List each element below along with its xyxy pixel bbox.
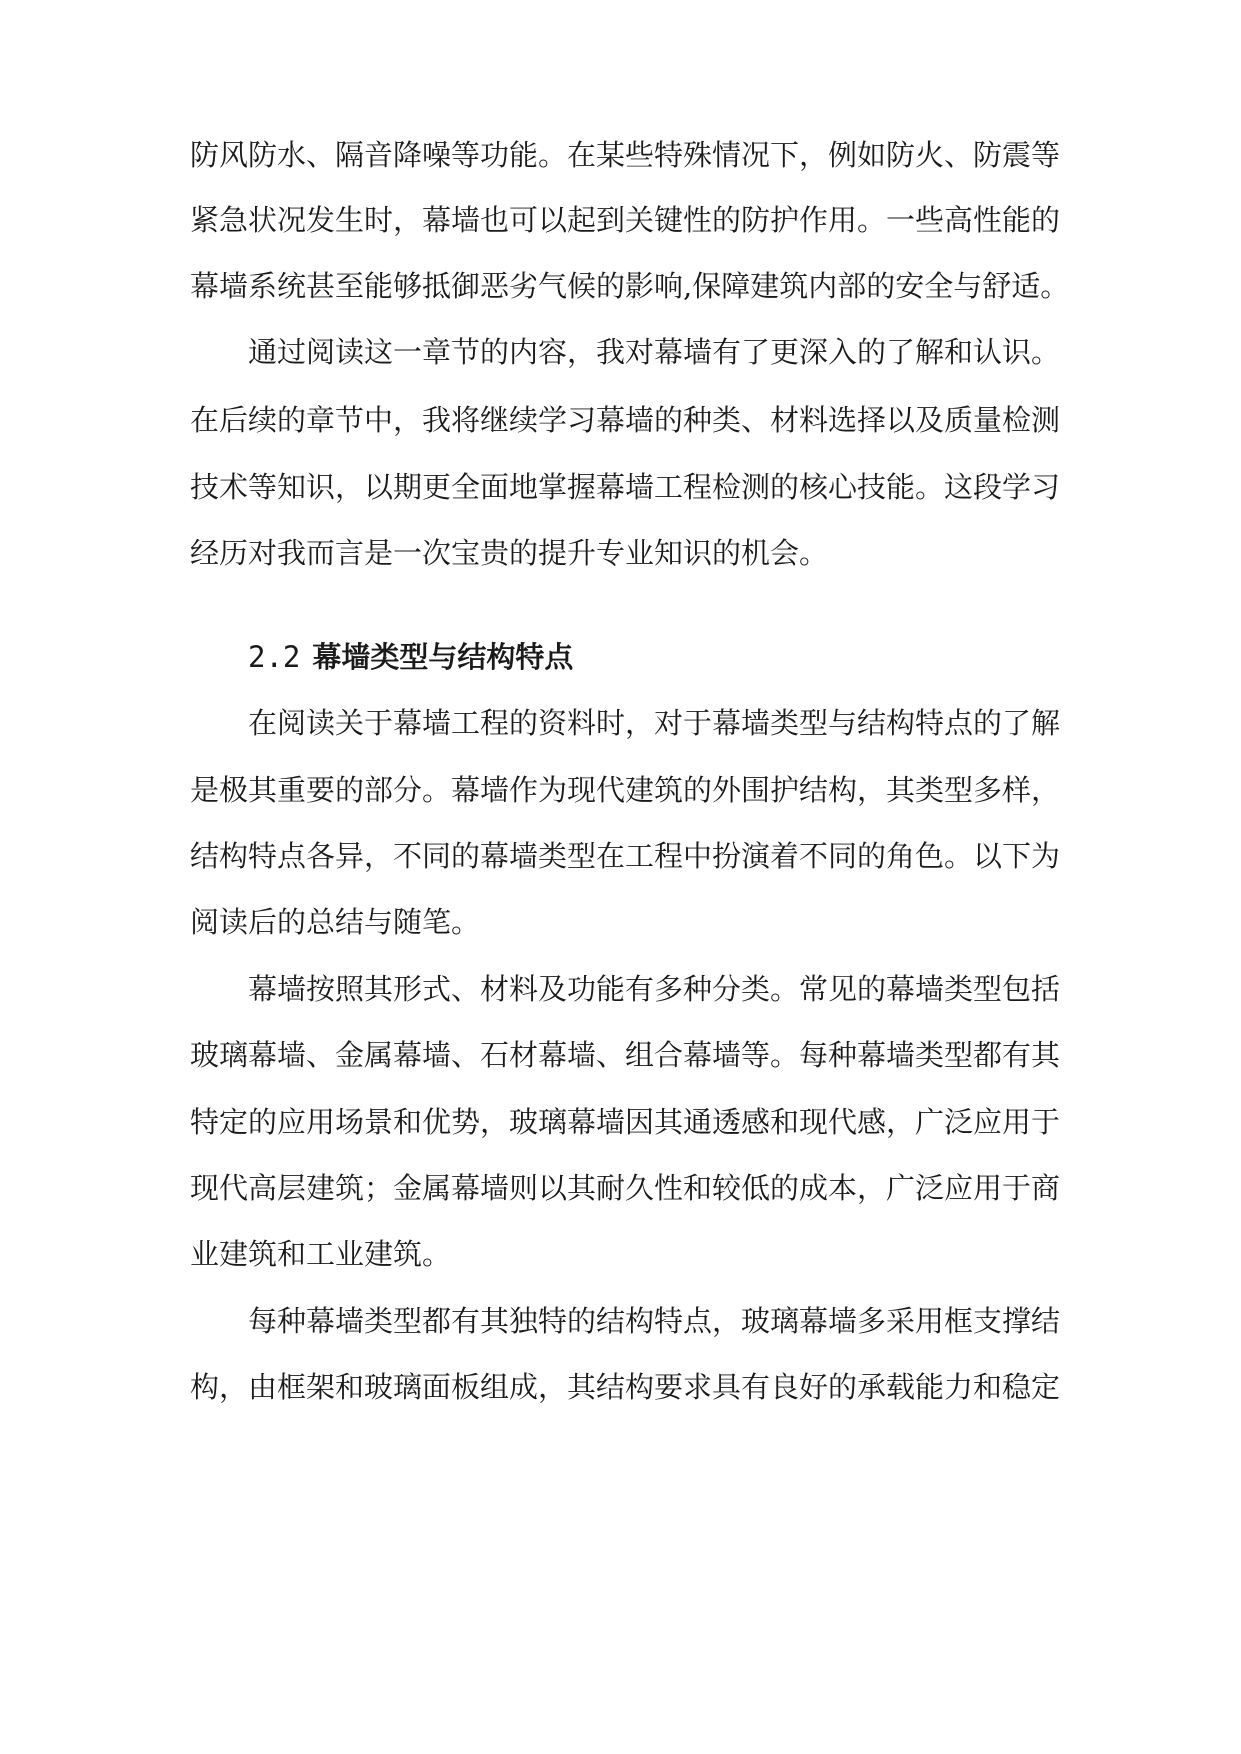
para1-line-1: 防风防水、隔音降噪等功能。在某些特殊情况下，例如防火、防震等 [190,138,1061,172]
para3-line-3: 结构特点各异，不同的幕墙类型在工程中扮演着不同的角色。以下为 [190,839,1061,873]
para1-line-3: 幕墙系统甚至能够抵御恶劣气候的影响,保障建筑内部的安全与舒适。 [190,269,1070,303]
para3-line-4: 阅读后的总结与随笔。 [190,905,481,939]
para2-line-2: 在后续的章节中，我将继续学习幕墙的种类、材料选择以及质量检测 [190,403,1061,437]
para3-line-1: 在阅读关于幕墙工程的资料时，对于幕墙类型与结构特点的了解 [248,706,1061,740]
section-number: 2.2 [248,640,301,674]
para3-line-2: 是极其重要的部分。幕墙作为现代建筑的外围护结构，其类型多样， [190,773,1061,807]
para5-line-2: 构，由框架和玻璃面板组成，其结构要求具有良好的承载能力和稳定 [190,1370,1061,1404]
para4-line-1: 幕墙按照其形式、材料及功能有多种分类。常见的幕墙类型包括 [248,972,1061,1006]
para4-line-4: 现代高层建筑；金属幕墙则以其耐久性和较低的成本，广泛应用于商 [190,1171,1061,1205]
para2-line-3: 技术等知识，以期更全面地掌握幕墙工程检测的核心技能。这段学习 [190,470,1061,504]
para4-line-2: 玻璃幕墙、金属幕墙、石材幕墙、组合幕墙等。每种幕墙类型都有其 [190,1038,1061,1072]
para4-line-5: 业建筑和工业建筑。 [190,1237,452,1271]
para1-line-2: 紧急状况发生时，幕墙也可以起到关键性的防护作用。一些高性能的 [190,203,1061,237]
para4-line-3: 特定的应用场景和优势，玻璃幕墙因其通透感和现代感，广泛应用于 [190,1105,1061,1139]
section-title: 幕墙类型与结构特点 [312,640,574,674]
section-heading [248,637,573,677]
para2-line-1: 通过阅读这一章节的内容，我对幕墙有了更深入的了解和认识。 [248,335,1061,369]
para5-line-1: 每种幕墙类型都有其独特的结构特点，玻璃幕墙多采用框支撑结 [248,1304,1061,1338]
para2-line-4: 经历对我而言是一次宝贵的提升专业知识的机会。 [190,536,829,570]
